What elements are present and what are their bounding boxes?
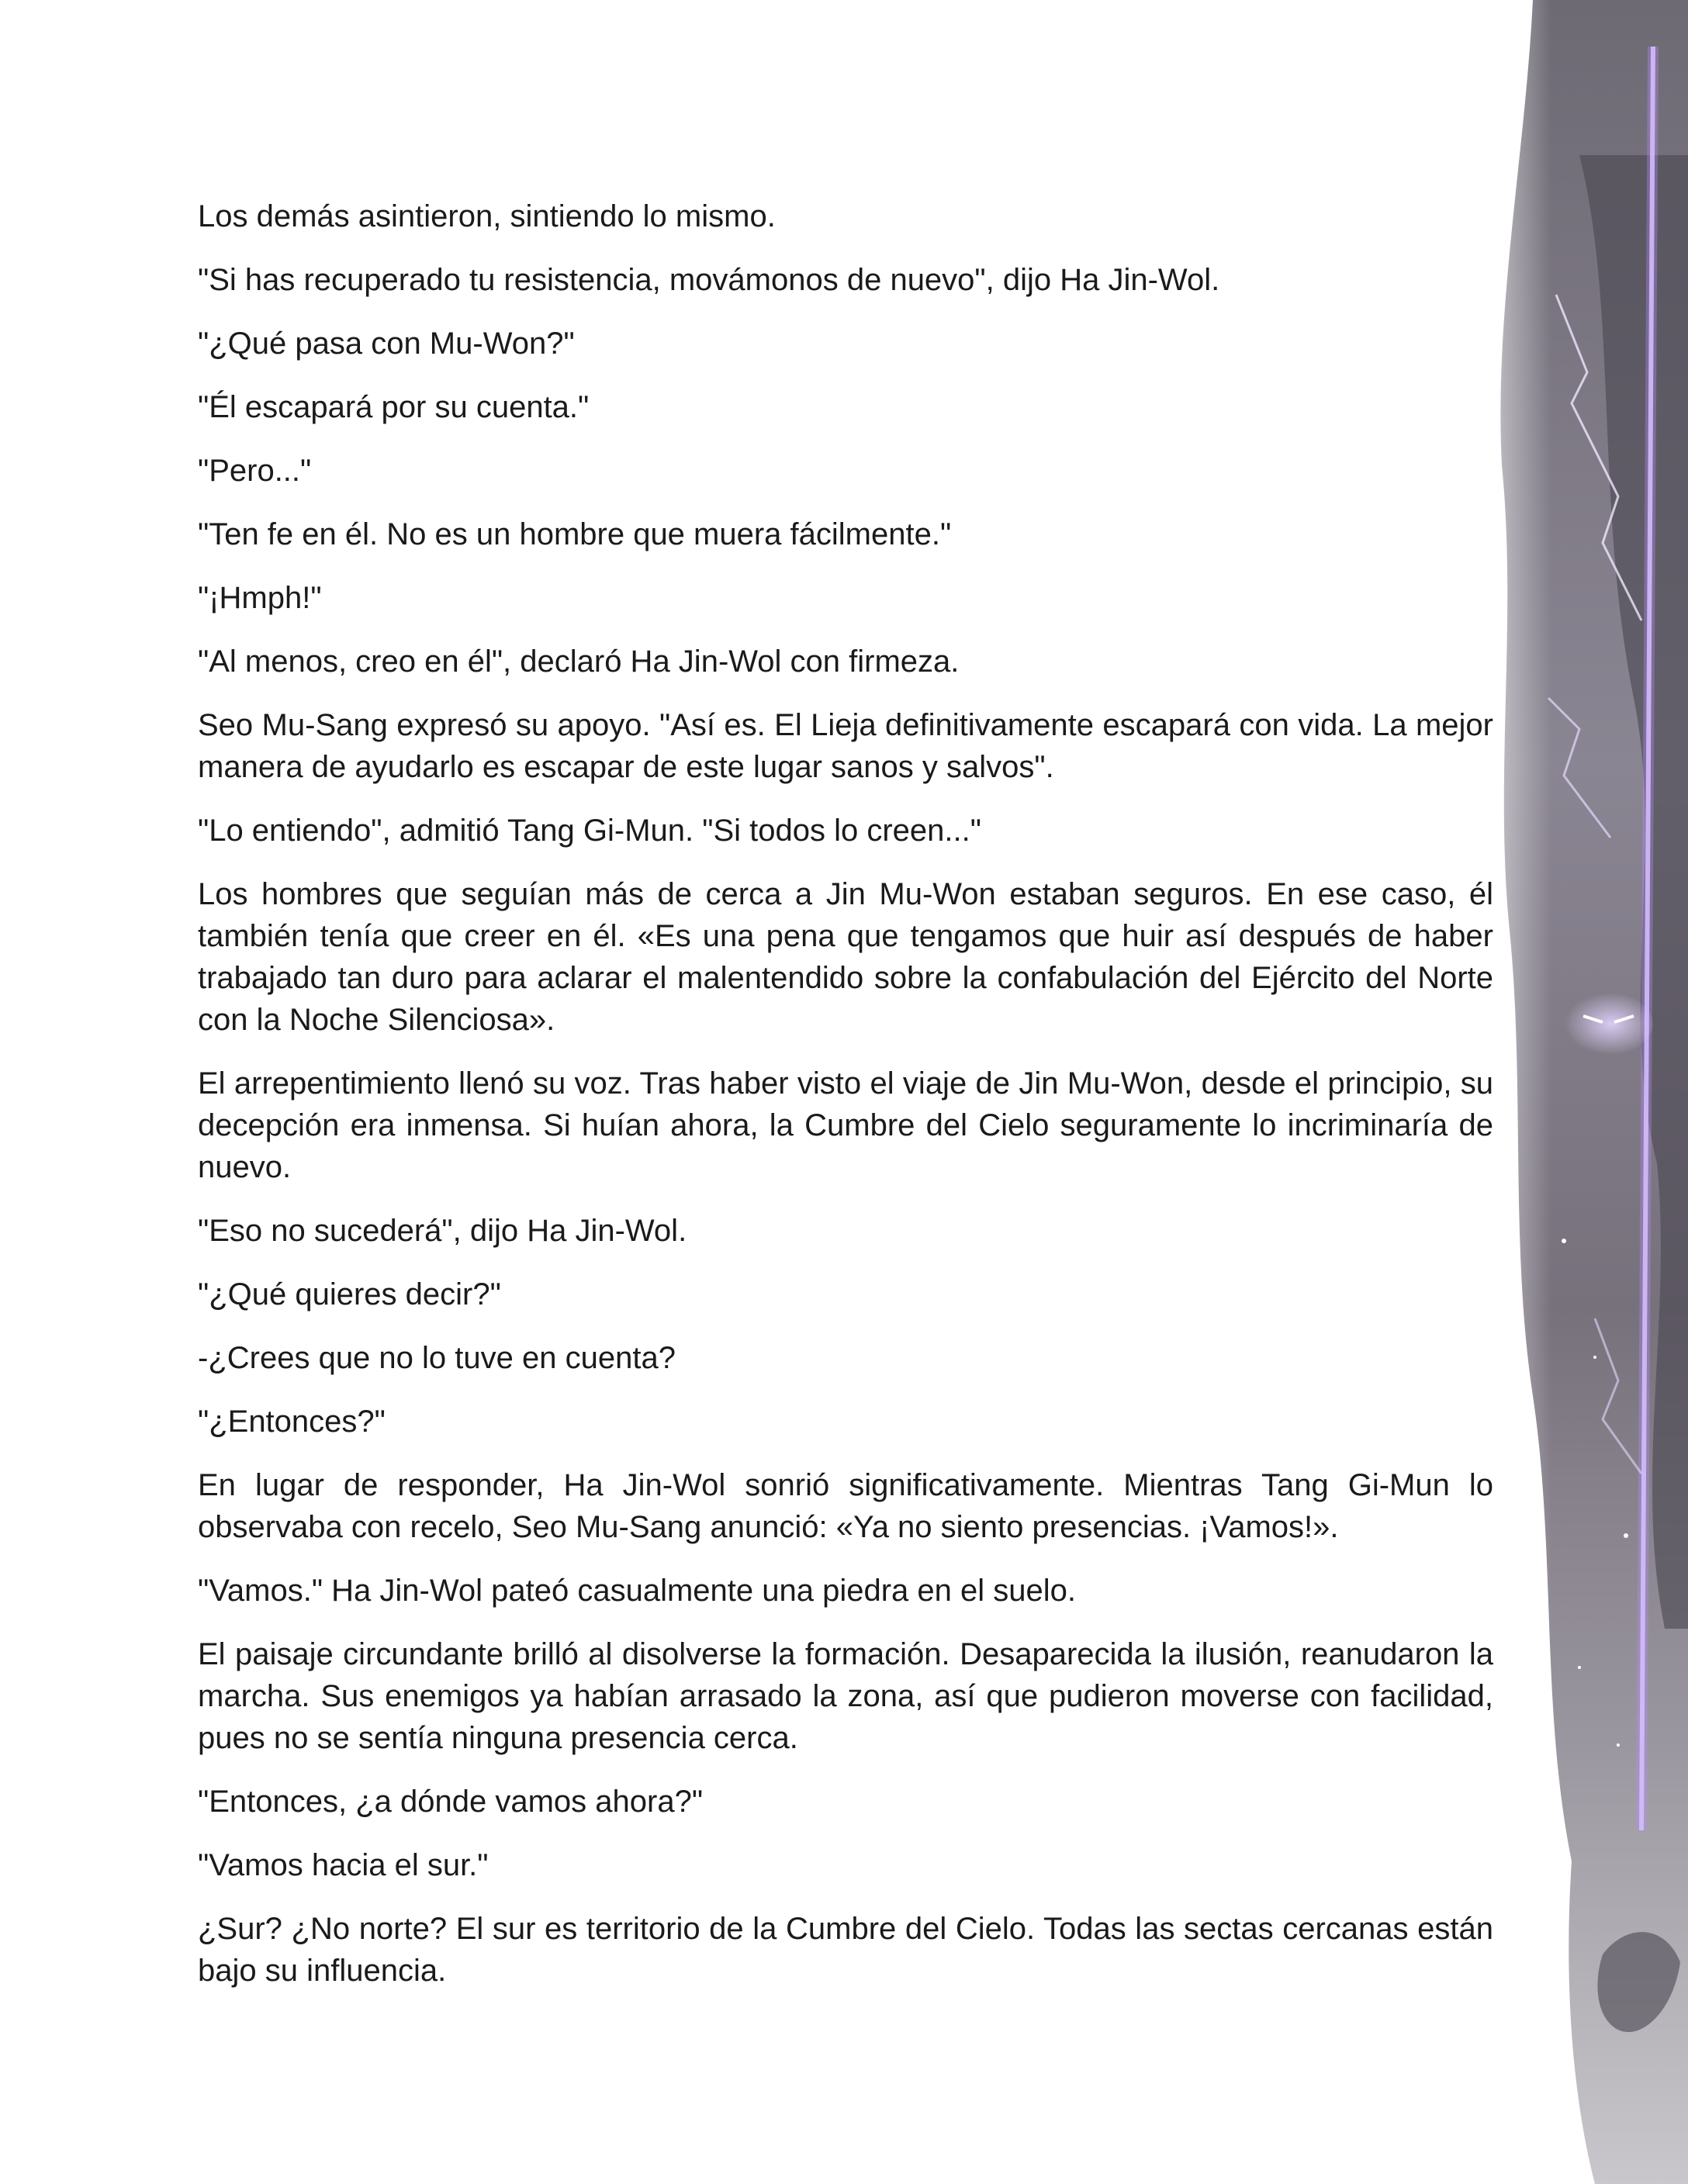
paragraph: Seo Mu-Sang expresó su apoyo. "Así es. El Lieja definitivamente escapará con vida. La mejor manera de ayudarlo es escapar de este lugar sanos y salvos". <box>198 708 1493 784</box>
paragraph: "¡Hmph!" <box>198 581 322 615</box>
body-text <box>198 195 1493 2013</box>
paragraph: "Él escapará por su cuenta." <box>198 390 590 424</box>
paragraph: En lugar de responder, Ha Jin-Wol sonrió significativamente. Mientras Tang Gi-Mun lo observaba con recelo, Seo Mu-Sang anunció: «Ya no siento presencias. ¡Vamos!». <box>198 1468 1493 1544</box>
paragraph: Los demás asintieron, sintiendo lo mismo. <box>198 199 776 233</box>
paragraph: El paisaje circundante brilló al disolverse la formación. Desaparecida la ilusión, reanudaron la marcha. Sus enemigos ya habían arrasado la zona, así que pudieron moverse con facilidad, pues no se sentía ninguna presencia cerca. <box>198 1637 1493 1755</box>
paragraph: "Pero..." <box>198 454 312 488</box>
paragraph: "Lo entiendo", admitió Tang Gi-Mun. "Si todos lo creen..." <box>198 814 981 848</box>
paragraph: Los hombres que seguían más de cerca a Jin Mu-Won estaban seguros. En ese caso, él también tenía que creer en él. «Es una pena que tengamos que huir así después de haber trabajado tan duro para aclarar el malentendido sobre la confabulación del Ejército del Norte con la Noche Silenciosa». <box>198 877 1493 1037</box>
paragraph: "¿Qué quieres decir?" <box>198 1277 501 1311</box>
paragraph: "Vamos." Ha Jin-Wol pateó casualmente una piedra en el suelo. <box>198 1574 1076 1608</box>
paragraph: "Vamos hacia el sur." <box>198 1848 489 1882</box>
paragraph: El arrepentimiento llenó su voz. Tras haber visto el viaje de Jin Mu-Won, desde el principio, su decepción era inmensa. Si huían ahora, la Cumbre del Cielo seguramente lo incriminaría de nuevo. <box>198 1066 1493 1184</box>
paragraph: "¿Qué pasa con Mu-Won?" <box>198 327 575 361</box>
paragraph: "Si has recuperado tu resistencia, movámonos de nuevo", dijo Ha Jin-Wol. <box>198 263 1220 297</box>
paragraph: "Entonces, ¿a dónde vamos ahora?" <box>198 1785 704 1819</box>
paragraph: -¿Crees que no lo tuve en cuenta? <box>198 1341 676 1375</box>
paragraph: ¿Sur? ¿No norte? El sur es territorio de la Cumbre del Cielo. Todas las sectas cercanas están bajo su influencia. <box>198 1912 1493 1988</box>
paragraph: "Al menos, creo en él", declaró Ha Jin-Wol con firmeza. <box>198 644 960 679</box>
paragraph: "Eso no sucederá", dijo Ha Jin-Wol. <box>198 1214 687 1248</box>
paragraph: "Ten fe en él. No es un hombre que muera fácilmente." <box>198 517 952 551</box>
paragraph: "¿Entonces?" <box>198 1405 386 1439</box>
